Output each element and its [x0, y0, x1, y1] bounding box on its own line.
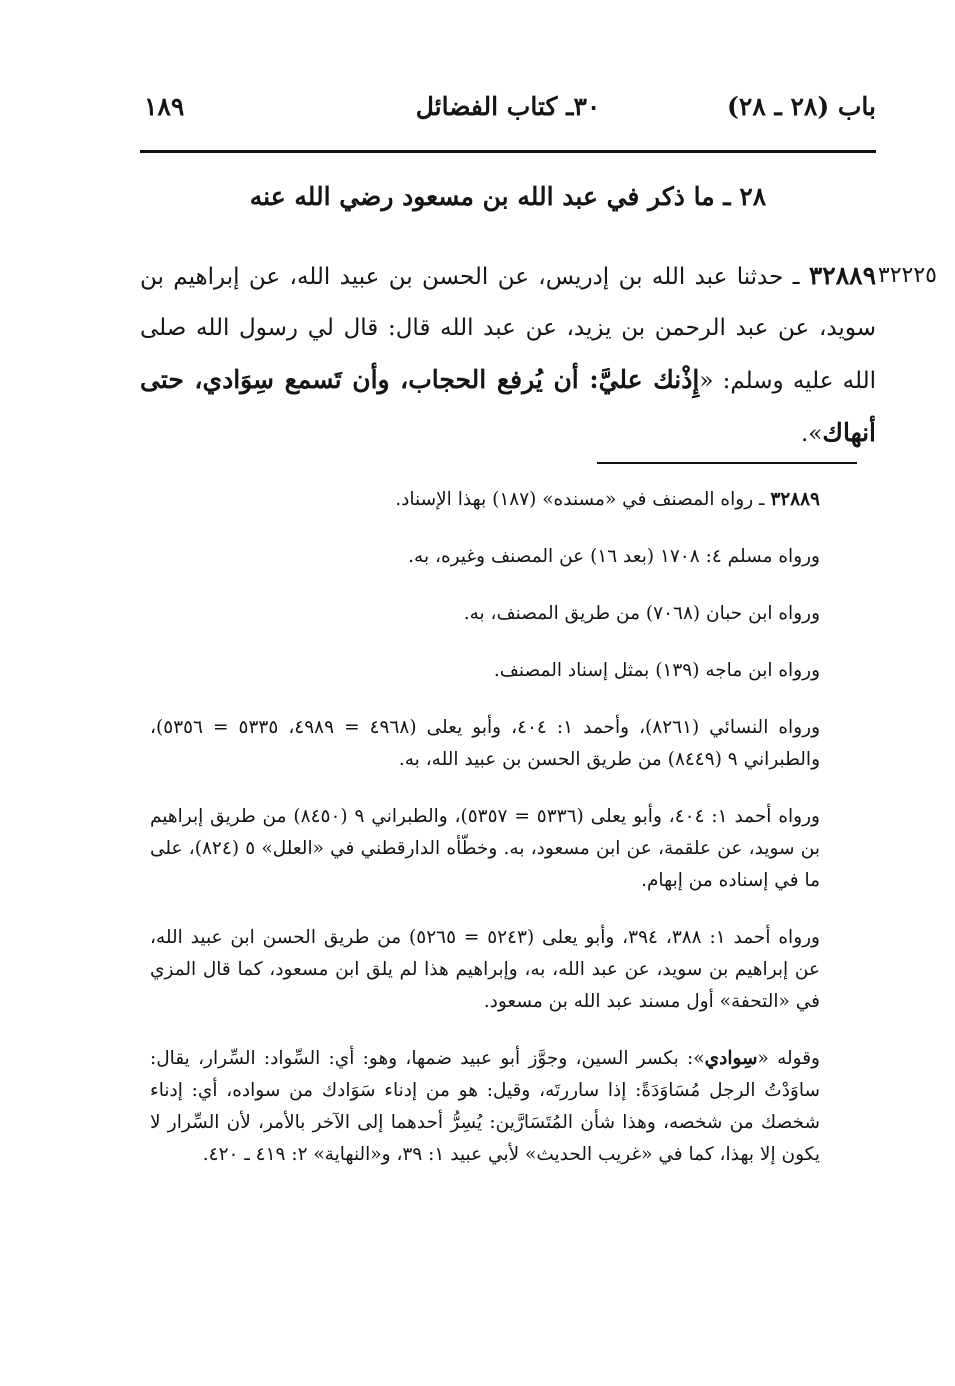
footnote-paragraph: ورواه أحمد ١: ٣٨٨، ٣٩٤، وأبو يعلى (٥٢٤٣ = ٥٢٦٥) من طريق الحسن ابن عبيد الله، عن إبراهيم بن سويد، عن عبد الله، به، وإبراهيم هذا لم يلق ابن مسعود، كما قال المزي في «التحفة» أول مسند عبد الله بن مسعود. [150, 927, 820, 1012]
footnote-paragraph [150, 484, 820, 516]
book-title: ٣٠ـ كتاب الفضائل [415, 92, 601, 121]
hadith-closing: ». [800, 421, 823, 447]
hadith-matn: إِذْنك عليَّ: أن يُرفع الحجاب، وأن تَسمع سِوَادي، حتى أنهاك [140, 365, 876, 447]
footnote-text: وقوله « [757, 1048, 820, 1069]
chapter-heading: ٢٨ ـ ما ذكر في عبد الله بن مسعود رضي الله عنه [249, 182, 767, 211]
footnote-text: »: بكسر السين، وجوَّز أبو عبيد ضمها، وهو: أي: السِّواد: السِّرار، يقال: ساوَدْتُ الرجل مُسَاوَدَةً: إذا ساررتَه، وقيل: هو من إدناء سَوَادك من سواده، أي: إدناء شخصك من شخصه، وهذا شأن المُتَسَارَّين: يُسِرُّ أحدهما إلى الآخر بالأمر، لأن السِّرار لا يكون إلا بهذا، كما في «غريب الحديث» لأبي عبيد ١: ٣٩، و«النهاية» ٢: ٤١٩ ـ ٤٢٠. [150, 1048, 820, 1165]
hadith-number: ٣٢٨٨٩ [808, 261, 876, 290]
page-number: ١٨٩ [144, 92, 185, 121]
footnotes [150, 484, 820, 1196]
header-rule [140, 150, 876, 153]
footnote-paragraph: ورواه أحمد ١: ٤٠٤، وأبو يعلى (٥٣٣٦ = ٥٣٥٧)، والطبراني ٩ (٨٤٥٠) من طريق إبراهيم بن سويد، عن علقمة، عن ابن مسعود، به. وخطّأه الدارقطني في «العلل» ٥ (٨٢٤)، على ما في إسناده من إبهام. [150, 806, 820, 891]
footnote-paragraph: ورواه ابن ماجه (١٣٩) بمثل إسناد المصنف. [493, 660, 820, 681]
footnote-text: ـ رواه المصنف في «مسنده» (١٨٧) بهذا الإسناد. [395, 489, 771, 510]
chapter-range: باب (٢٨ ـ ٢٨) [727, 92, 876, 121]
footnote-paragraph [150, 1043, 820, 1171]
footnote-paragraph: ورواه ابن حبان (٧٠٦٨) من طريق المصنف، به. [463, 603, 820, 624]
footnote-paragraph: ورواه مسلم ٤: ١٧٠٨ (بعد ١٦) عن المصنف وغيره، به. [408, 546, 820, 567]
running-head [140, 92, 876, 148]
footnote-paragraph: ورواه النسائي (٨٢٦١)، وأحمد ١: ٤٠٤، وأبو يعلى (٤٩٦٨ = ٤٩٨٩، ٥٣٣٥ = ٥٣٥٦)، والطبراني ٩ (٨٤٤٩) من طريق الحسن بن عبيد الله، به. [150, 717, 821, 770]
footnote-number: ٣٢٨٨٩ [770, 489, 820, 510]
margin-hadith-number: ٣٢٢٢٥ [877, 263, 937, 288]
footnote-separator [597, 462, 857, 464]
hadith-isnad: ـ حدثنا عبد الله بن إدريس، عن الحسن بن عبيد الله، عن إبراهيم بن سويد، عن عبد الرحمن بن يزيد، عن عبد الله قال: قال لي رسول الله صلى الله عليه وسلم: « [140, 264, 876, 394]
glossed-word: سِوادي [704, 1048, 758, 1069]
hadith-text [140, 250, 876, 460]
